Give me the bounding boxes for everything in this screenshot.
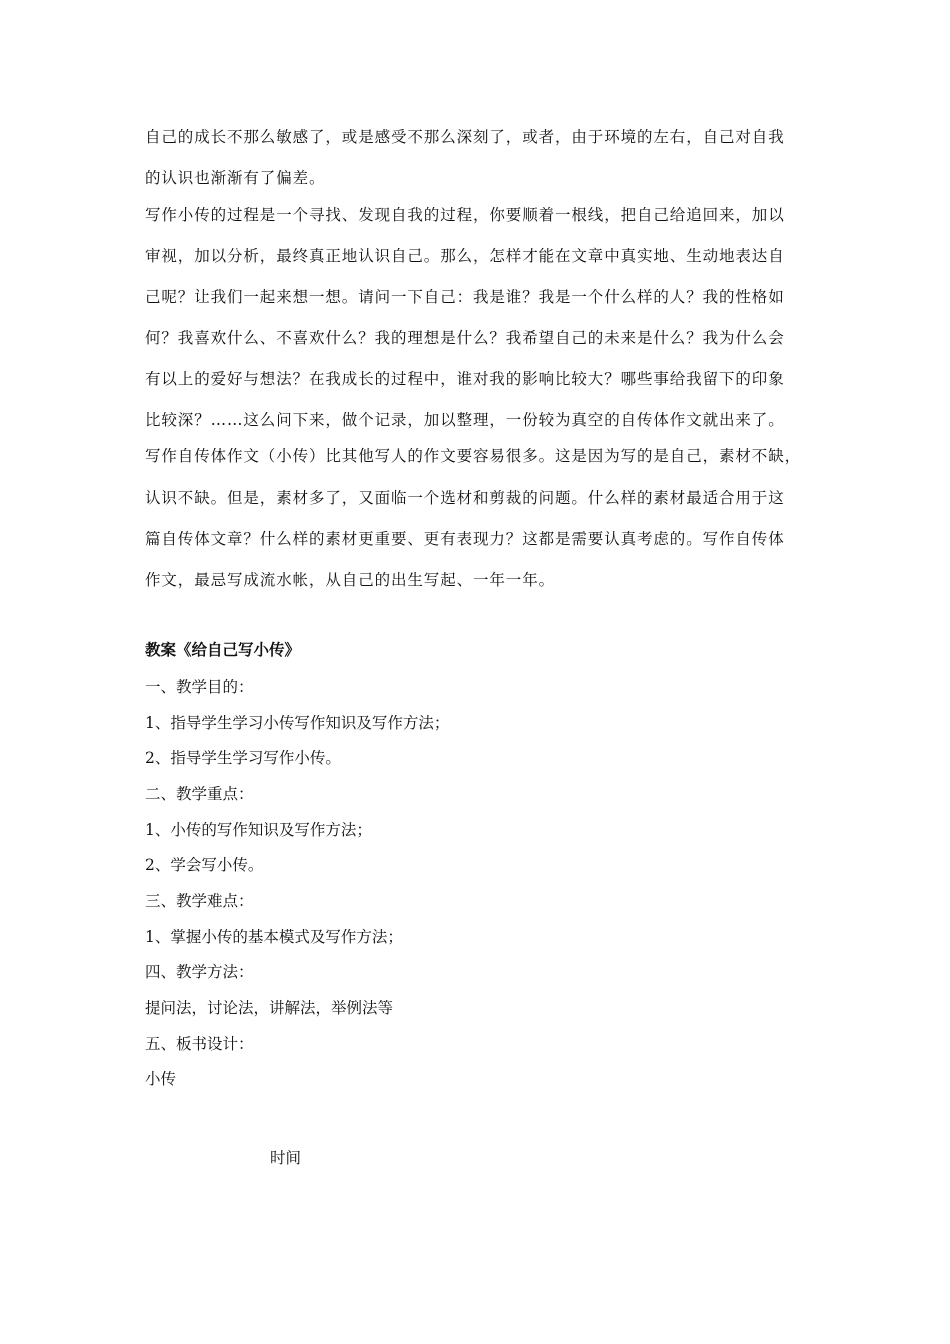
methods-text: 提问法，讨论法，讲解法，举例法等: [145, 999, 394, 1017]
key-point-item-1: 1、小传的写作知识及写作方法；: [145, 821, 372, 839]
paragraph-2-line-2: 审视，加以分析，最终真正地认识自己。那么，怎样才能在文章中真实地、生动地表达自: [145, 247, 785, 265]
board-heading: 五、板书设计：: [145, 1035, 254, 1053]
goals-heading: 一、教学目的：: [145, 678, 254, 696]
lesson-title: 教案《给自己写小传》: [145, 640, 301, 659]
paragraph-3-line-4: 作文，最忌写成流水帐，从自己的出生写起、一年一年。: [145, 571, 556, 589]
paragraph-2-line-4: 何？我喜欢什么、不喜欢什么？我的理想是什么？我希望自己的未来是什么？我为什么会: [145, 329, 785, 347]
board-title: 小传: [145, 1070, 177, 1088]
paragraph-3-line-3: 篇自传体文章？什么样的素材更重要、更有表现力？这都是需要认真考虑的。写作自传体: [145, 530, 785, 548]
paragraph-2-line-1: 写作小传的过程是一个寻找、发现自我的过程，你要顺着一根线，把自己给追回来，加以: [145, 206, 785, 224]
key-point-item-2: 2、学会写小传。: [145, 856, 264, 874]
paragraph-3-line-1: 写作自传体作文（小传）比其他写人的作文要容易很多。这是因为写的是自己，素材不缺，: [145, 447, 802, 465]
paragraph-2-line-3: 己呢？让我们一起来想一想。请问一下自己：我是谁？我是一个什么样的人？我的性格如: [145, 288, 785, 306]
goal-item-2: 2、指导学生学习写作小传。: [145, 749, 341, 767]
paragraph-3-line-2: 认识不缺。但是，素材多了，又面临一个选材和剪裁的问题。什么样的素材最适合用于这: [145, 489, 785, 507]
paragraph-1-line-2: 的认识也渐渐有了偏差。: [145, 169, 326, 187]
difficulties-heading: 三、教学难点：: [145, 892, 254, 910]
goal-item-1: 1、指导学生学习小传写作知识及写作方法；: [145, 714, 450, 732]
difficulty-item-1: 1、掌握小传的基本模式及写作方法；: [145, 928, 403, 946]
paragraph-1-line-1: 自己的成长不那么敏感了，或是感受不那么深刻了，或者，由于环境的左右，自己对自我: [145, 128, 785, 146]
key-points-heading: 二、教学重点：: [145, 785, 254, 803]
methods-heading: 四、教学方法：: [145, 963, 254, 981]
paragraph-2-line-5: 有以上的爱好与想法？在我成长的过程中，谁对我的影响比较大？哪些事给我留下的印象: [145, 370, 785, 388]
board-time-label: 时间: [270, 1149, 302, 1167]
paragraph-2-line-6: 比较深？……这么问下来，做个记录，加以整理，一份较为真空的自传体作文就出来了。: [145, 411, 785, 429]
